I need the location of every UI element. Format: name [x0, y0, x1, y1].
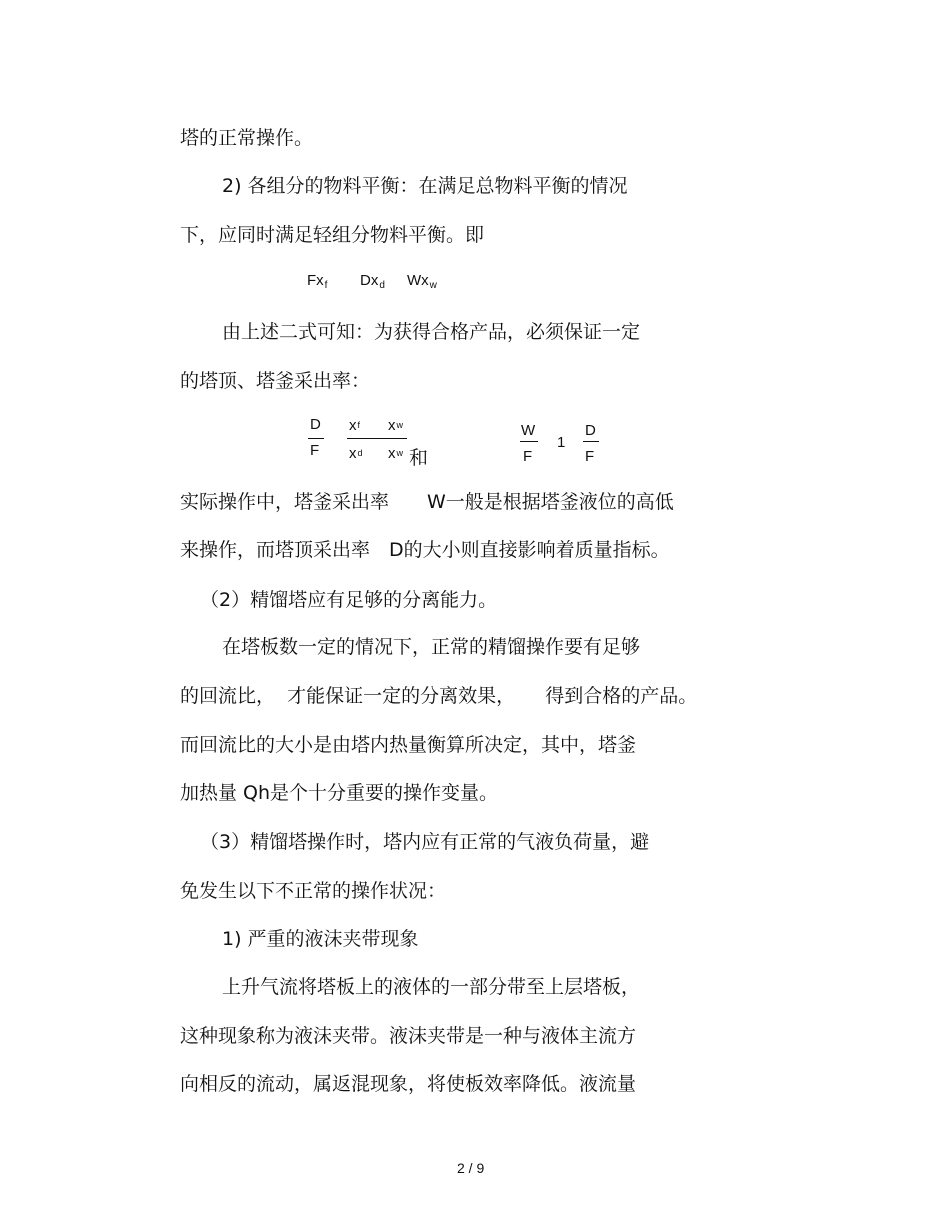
- eq2-f3: F: [585, 448, 595, 465]
- eq2-xw2: xw: [388, 445, 403, 462]
- eq2-one: 1: [557, 434, 566, 451]
- text-line: 的塔顶、塔釜采出率：: [180, 370, 371, 392]
- eq1-term-fxf: $Fx_f$: [307, 272, 328, 291]
- eq2-and: 和: [409, 447, 429, 469]
- eq2-xf: xf: [349, 417, 361, 434]
- text-line: 上升气流将塔板上的液体的一部分带至上层塔板，: [222, 976, 641, 998]
- text-line: 在塔板数一定的情况下，正常的精馏操作要有足够: [222, 636, 641, 658]
- eq1-term-wxw: $Wx_w$: [407, 272, 437, 291]
- text-line: 实际操作中，塔釜采出率 W一般是根据塔釜液位的高低: [180, 491, 674, 513]
- eq1-term-dxd: $Dx_d$: [360, 272, 385, 291]
- text-line: （2）精馏塔应有足够的分离能力。: [200, 589, 498, 611]
- text-line: 下，应同时满足轻组分物料平衡。即: [180, 224, 485, 246]
- eq2-f: F: [310, 442, 320, 459]
- text-line: 的回流比， 才能保证一定的分离效果， 得到合格的产品。: [180, 685, 698, 707]
- text-line: （3）精馏塔操作时，塔内应有正常的气液负荷量，避: [200, 831, 650, 853]
- eq2-d: D: [310, 416, 321, 433]
- text-line: 塔的正常操作。: [180, 127, 314, 149]
- eq2-d2: D: [585, 422, 596, 439]
- text-line: 由上述二式可知：为获得合格产品，必须保证一定: [222, 321, 641, 343]
- eq2-fraction-bar: [520, 441, 538, 442]
- text-line: 2) 各组分的物料平衡：在满足总物料平衡的情况: [222, 175, 628, 197]
- text-line: 免发生以下不正常的操作状况：: [180, 880, 447, 902]
- eq2-w: W: [521, 422, 536, 439]
- eq2-xd: xd: [349, 445, 363, 462]
- text-line: 来操作，而塔顶采出率 D的大小则直接影响着质量指标。: [180, 539, 670, 561]
- text-line: 加热量 Qh是个十分重要的操作变量。: [180, 782, 499, 804]
- eq2-xw: xw: [388, 417, 403, 434]
- eq2-f2: F: [523, 448, 533, 465]
- eq2-fraction-bar: [583, 441, 599, 442]
- page-number: 2 / 9: [457, 1160, 485, 1176]
- text-line: 这种现象称为液沫夹带。液沫夹带是一种与液体主流方: [180, 1025, 637, 1047]
- eq2-fraction-bar: [347, 438, 407, 439]
- eq2-fraction-bar: [308, 438, 324, 439]
- text-line: 向相反的流动，属返混现象，将使板效率降低。液流量: [180, 1073, 637, 1095]
- text-line: 而回流比的大小是由塔内热量衡算所决定，其中，塔釜: [180, 734, 637, 756]
- text-line: 1) 严重的液沫夹带现象: [222, 928, 419, 950]
